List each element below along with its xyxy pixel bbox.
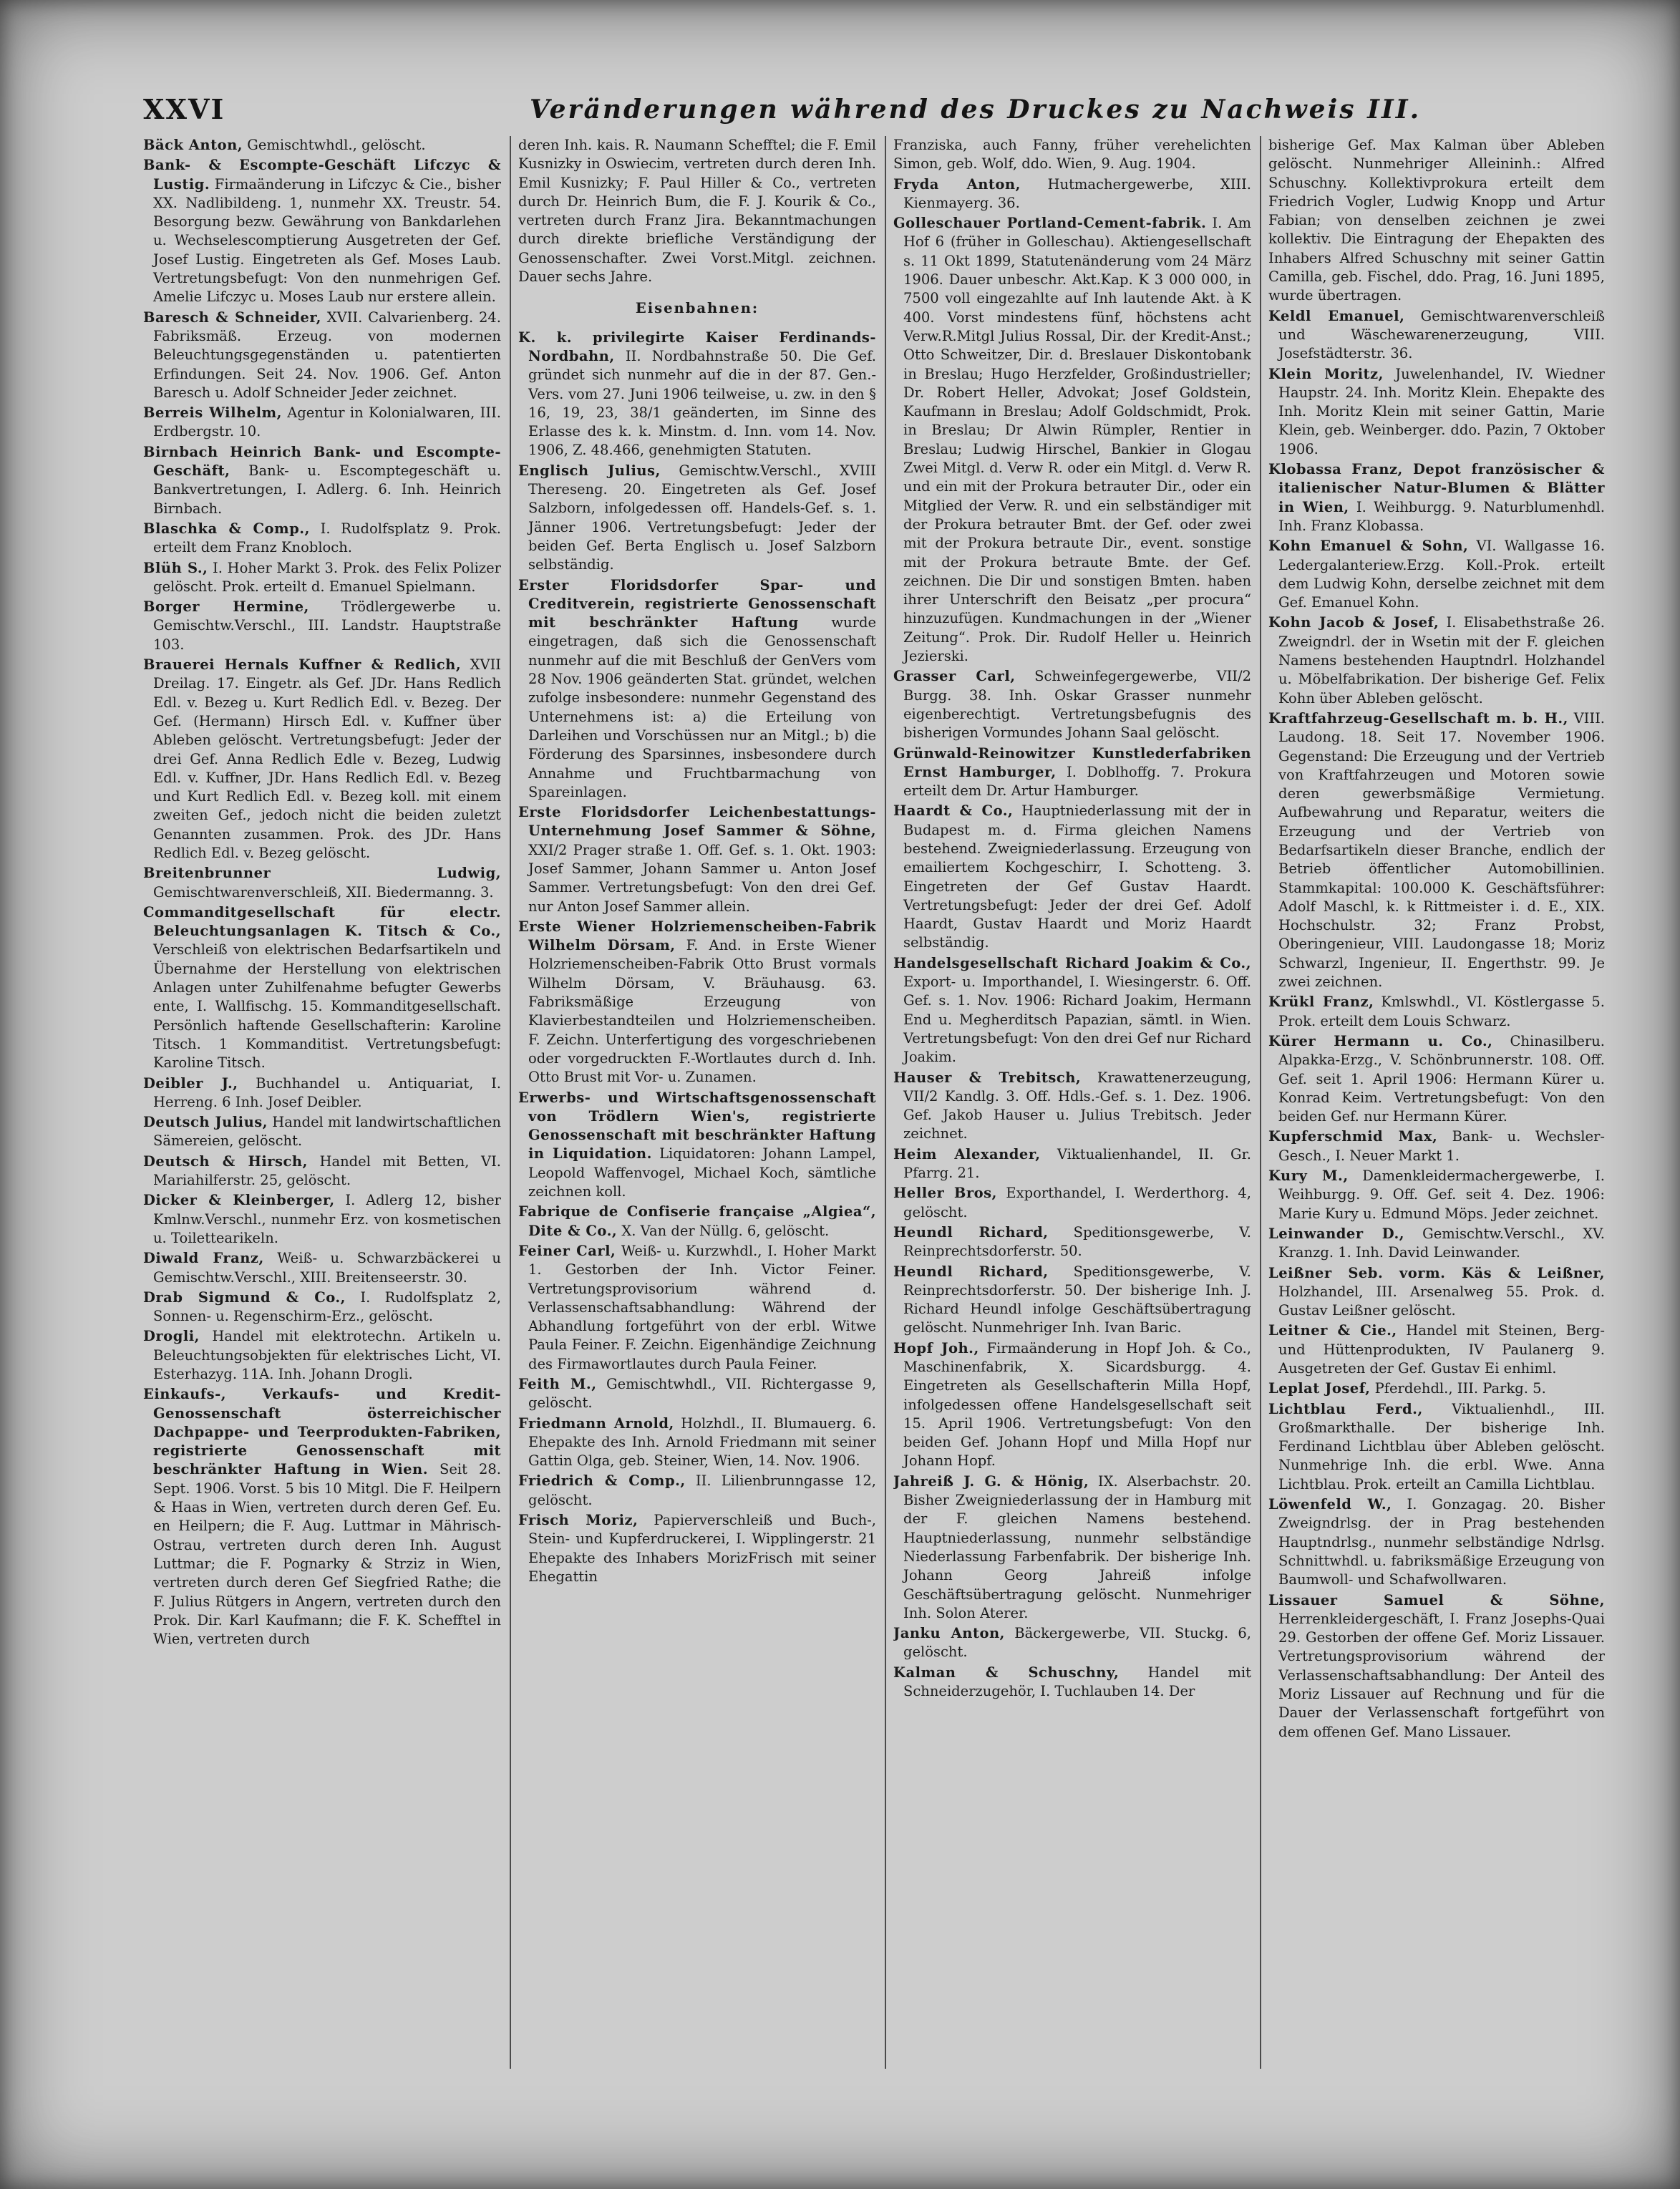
entry-text: Hutmachergewerbe, XIII. Kienmayerg. 36. [903, 175, 1251, 211]
directory-entry [143, 1074, 501, 1112]
entry-name: Kohn Emanuel & Sohn, [1268, 538, 1469, 555]
entry-text: Bank- u. Wechsler-Gesch., I. Neuer Markt 1. [1278, 1128, 1605, 1164]
directory-entry [893, 1339, 1251, 1471]
entry-text: I. Rudolfsplatz 2, Sonnen- u. Regenschirm-Erz., gelöscht. [153, 1288, 501, 1325]
entry-name: Drab Sigmund & Co., [143, 1288, 346, 1306]
entry-name: Erste Floridsdorfer Leichenbestattungs-Unternehmung Josef Sammer & Söhne, [518, 804, 876, 840]
entry-name: Birnbach Heinrich Bank- und Escompte-Geschäft, [143, 443, 501, 480]
entry-name: Hauser & Trebitsch, [893, 1069, 1082, 1086]
directory-entry [518, 803, 876, 916]
entry-name: K. k. privilegirte Kaiser Ferdinands-Nordbahn, [518, 329, 876, 364]
entry-name: Grünwald-Reinowitzer Kunstlederfabriken Ernst Hamburger, [893, 744, 1251, 780]
entry-text: Chinasilberu. Alpakka-Erzg., V. Schönbrunnerstr. 108. Off. Gef. seit 1. April 1906: Hermann Kürer u. Konrad Keim. Vertretungsbefugt: Von den beiden Gef. nur Hermann Kürer. [1278, 1032, 1605, 1125]
directory-entry [518, 1203, 876, 1241]
entry-name: Erste Wiener Holzriemenscheiben-Fabrik Wilhelm Dörsam, [518, 918, 876, 954]
entry-name: Drogli, [143, 1328, 200, 1345]
entry-name: Deutsch & Hirsch, [143, 1152, 308, 1170]
entry-name: Brauerei Hernals Kuffner & Redlich, [143, 656, 462, 674]
directory-entry [1268, 1379, 1605, 1398]
entry-name: Friedmann Arnold, [518, 1414, 674, 1432]
entry-text: I. Hoher Markt 3. Prok. des Felix Polizer gelöscht. Prok. erteilt d. Emanuel Spielmann. [153, 559, 501, 595]
entry-text: II. Lilienbrunngasse 12, gelöscht. [528, 1472, 876, 1508]
entry-text: Bäckergewerbe, VII. Stuckg. 6, gelöscht. [903, 1625, 1251, 1661]
entry-name: Kürer Hermann u. Co., [1268, 1032, 1493, 1049]
directory-entry [1268, 460, 1605, 535]
directory-entry [1268, 1400, 1605, 1494]
entry-text: II. Nordbahnstraße 50. Die Gef. gründet sich nunmehr auf die in der 87. Gen.-Vers. vom 27. Juni 1906 teilweise, u. zw. in den § 16, 19, 23, 38/1 geänderten, im Sinne des Erlasse des k. k. Minstm. d. Inn. vom 14. Nov. 1906, Z. 48.466, genehmigten Statuten. [528, 347, 876, 459]
entry-text: Gemischtw.Verschl., XV. Kranzg. 1. Inh. David Leinwander. [1278, 1225, 1605, 1261]
entry-text: Holzhandel, III. Arsenalweg 55. Prok. d. Gustav Leißner gelöscht. [1278, 1283, 1605, 1319]
directory-entry [1268, 1264, 1605, 1321]
entry-name: Feiner Carl, [518, 1242, 616, 1259]
directory-entry [143, 1288, 501, 1326]
directory-entry [893, 667, 1251, 742]
directory-entry [518, 136, 876, 286]
directory-entry [518, 1511, 876, 1586]
directory-entry [518, 1414, 876, 1471]
entry-name: Kalman & Schuschny, [893, 1664, 1120, 1681]
entry-name: Commanditgesellschaft für electr. Beleuchtungsanlagen K. Titsch & Co., [143, 903, 501, 940]
entry-name: Löwenfeld W., [1268, 1496, 1392, 1513]
entry-name: Krükl Franz, [1268, 994, 1374, 1011]
entry-text: Gemischtwhdl., gelöscht. [243, 137, 426, 153]
directory-entry [893, 802, 1251, 952]
entry-text: Krawattenerzeugung, VII/2 Kandlg. 3. Off. Hdls.-Gef. s. 1. Dez. 1906. Gef. Jakob Hauser u. Julius Trebitsch. Jeder zeichnet. [903, 1069, 1251, 1142]
column-2 [518, 136, 876, 2083]
entry-name: Blüh S., [143, 559, 208, 576]
directory-entry [893, 1069, 1251, 1144]
page-title: Veränderungen während des Druckes zu Nachweis III. [530, 94, 1422, 125]
entry-name: Haardt & Co., [893, 802, 1014, 820]
entry-name: Heundl Richard, [893, 1263, 1049, 1280]
entry-name: Golleschauer Portland-Cement-fabrik. [893, 215, 1207, 232]
entry-name: Borger Hermine, [143, 598, 309, 616]
entry-name: Diwald Franz, [143, 1250, 264, 1267]
entry-text: Gemischtw.Verschl., XVIII Thereseng. 20. Eingetreten als Gef. Josef Salzborn, infolgedessen off. Handels-Gef. s. 1. Jänner 1906. Vertretungsbefugt: Jeder der beiden Gef. Berta Englisch u. Josef Salzborn selbständig. [528, 462, 876, 573]
directory-entry [518, 329, 876, 460]
entry-text: Schweinfegergewerbe, VII/2 Burgg. 38. Inh. Oskar Grasser nunmehr eigenberechtigt. Vertretungsbefugnis des bisherigen Vormundes Johann Saal gelöscht. [903, 668, 1251, 742]
entry-text: XXI/2 Prager straße 1. Off. Gef. s. 1. Okt. 1903: Josef Sammer, Johann Sammer u. Anton Josef Sammer. Vertretungsbefugt: Von den drei Gef. nur Anton Josef Sammer allein. [528, 841, 876, 915]
entry-name: Erwerbs- und Wirtschaftsgenossenschaft von Trödlern Wien's, registrierte Genossenschaft mit beschränkter Haftung in Liquidation. [518, 1089, 876, 1163]
directory-entry [143, 156, 501, 306]
entry-name: Feith M., [518, 1376, 597, 1392]
entry-text: Franziska, auch Fanny, früher verehelichten Simon, geb. Wolf, ddo. Wien, 9. Aug. 1904. [893, 137, 1251, 173]
entry-text: Gemischtwarenverschleiß und Wäschewarenerzeugung, VIII. Josefstädterstr. 36. [1278, 307, 1605, 362]
entry-text: Damenkleidermachergewerbe, I. Weihburgg. 9. Off. Gef. seit 4. Dez. 1906: Marie Kury u. Edmund Möps. Jeder zeichnet. [1278, 1168, 1605, 1222]
directory-entry [893, 1472, 1251, 1623]
entry-name: Kohn Jacob & Josef, [1268, 614, 1439, 631]
entry-name: Lichtblau Ferd., [1268, 1400, 1423, 1417]
directory-entry [518, 462, 876, 575]
entry-text: Handel mit Betten, VI. Mariahilferstr. 25, gelöscht. [153, 1152, 501, 1189]
entry-name: Einkaufs-, Verkaufs- und Kredit-Genossenschaft österreichischer Dachpappe- und Teerprodukten-Fabriken, registrierte Genossenschaft mit beschränkter Haftung in Wien. [143, 1386, 501, 1478]
directory-entry [893, 1223, 1251, 1261]
directory-entry [143, 903, 501, 1073]
directory-entry [1268, 1225, 1605, 1263]
entry-text: Juwelenhandel, IV. Wiedner Haupstr. 24. Inh. Moritz Klein. Ehepakte des Inh. Moritz Klein mit seiner Gattin, Marie Klein, geb. Weinberger. ddo. Pazin, 7 Oktober 1906. [1278, 365, 1605, 457]
directory-entry [1268, 613, 1605, 707]
entry-text: Bank- u. Escomptegeschäft u. Bankvertretungen, I. Adlerg. 6. Inh. Heinrich Birnbach. [153, 462, 501, 517]
entry-text: wurde eingetragen, daß sich die Genossenschaft nunmehr auf die mit Beschluß der GenVers vom 28 Nov. 1906 geänderten Stat. gründet, welchen zufolge insbesondere: nunmehr Gegenstand des Unternehmens ist: a) die Erteilung von Darleihen und Vorschüssen nur an Mitgl.; b) die Förderung des Sparsinnes, insbesondere durch Annahme und Fruchtbarmachung von Spareinlagen. [528, 614, 876, 800]
entry-text: deren Inh. kais. R. Naumann Schefftel; die F. Emil Kusnizky in Oswiecim, vertreten durch deren Inh. Emil Kusnizky; F. Paul Hiller & Co., vertreten durch Dr. Heinrich Bum, die F. J. Kourik & Co., vertreten durch Franz Jira. Bekanntmachungen durch direkte briefliche Verständigung der Genossenschafter. Zwei Vorst.Mitgl. zeichnen. Dauer sechs Jahre. [518, 137, 876, 286]
entry-name: Frisch Moriz, [518, 1512, 639, 1529]
entry-text: Gemischtwarenverschleiß, XII. Biedermanng. 3. [153, 883, 494, 901]
column-divider-2 [885, 136, 886, 2069]
page-number: XXVI [143, 93, 225, 125]
entry-text: X. Van der Nüllg. 6, gelöscht. [617, 1222, 830, 1239]
directory-entry [143, 559, 501, 597]
entry-text: bisherige Gef. Max Kalman über Ableben gelöscht. Nunmehriger Alleininh.: Alfred Schuschny. Kollektivprokura erteilt dem Friedrich Vogler, Ludwig Knopp und Artur Fabian; von denselben zeichnen je zwei kollektiv. Die Eintragung der Ehepakten des Inhabers Alfred Schuschny mit seiner Gattin Camilla, geb. Fischel, ddo. Prag, 16. Juni 1895, wurde übertragen. [1268, 137, 1605, 304]
directory-entry [518, 1375, 876, 1413]
directory-entry [893, 175, 1251, 213]
directory-entry [1268, 365, 1605, 459]
column-divider-3 [1260, 136, 1261, 2069]
directory-entry [143, 1191, 501, 1248]
directory-entry [143, 864, 501, 902]
entry-name: Leißner Seb. vorm. Käs & Leißner, [1268, 1264, 1605, 1281]
entry-name: Klobassa Franz, Depot französischer & italienischer Natur-Blumen & Blätter in Wien, [1268, 461, 1605, 515]
entry-text: Handel mit Steinen, Berg- und Hüttenprodukten, IV Paulanerg 9. Ausgetreten der Gef. Gustav Ei enhiml. [1278, 1322, 1605, 1377]
directory-entry [1268, 1591, 1605, 1742]
entry-text: XVII. Calvarienberg. 24. Fabriksmäß. Erzeug. von modernen Beleuchtungsgegenständen u. patentierten Erfindungen. Seit 24. Nov. 1906. Gef. Anton Baresch u. Adolf Schneider Jeder zeichnet. [153, 309, 501, 401]
entry-text: VI. Wallgasse 16. Ledergalanteriew.Erzg. Koll.-Prok. erteilt dem Ludwig Kohn, derselbe zeichnet mit dem Gef. Emanuel Kohn. [1278, 538, 1605, 611]
entry-text: Holzhdl., II. Blumauerg. 6. Ehepakte des Inh. Arnold Friedmann mit seiner Gattin Olga, geb. Steiner, Wien, 14. Nov. 1906. [528, 1414, 876, 1470]
entry-text: Herrenkleidergeschäft, I. Franz Josephs-Quai 29. Gestorben der offene Gef. Moriz Lissauer. Vertretungsprovisorium während der Verlassenschaftsabhandlung: Der Anteil des Moriz Lissauer auf Rechnung und für die Dauer der Verlassenschaft fortgeführt von dem offenen Gef. Mano Lissauer. [1278, 1610, 1605, 1740]
entry-text: Pferdehdl., III. Parkg. 5. [1370, 1380, 1546, 1397]
directory-entry [518, 576, 876, 802]
entry-text: I. Elisabethstraße 26. Zweigndrl. der in Wsetin mit der F. gleichen Namens bestehenden Hauptndrl. Holzhandel u. Möbelfabrikation. Der bisherige Gef. Felix Kohn über Ableben gelöscht. [1278, 614, 1605, 707]
entry-name: Fryda Anton, [893, 175, 1021, 193]
directory-entry [893, 1664, 1251, 1702]
entry-name: Heller Bros, [893, 1185, 997, 1202]
entry-name: Heim Alexander, [893, 1145, 1041, 1163]
directory-entry [518, 1472, 876, 1510]
entry-name: Erster Floridsdorfer Spar- und Creditverein, registrierte Genossenschaft mit beschränkter Haftung [518, 576, 876, 631]
entry-name: Englisch Julius, [518, 462, 661, 479]
entry-name: Heundl Richard, [893, 1223, 1049, 1241]
directory-entry [518, 918, 876, 1087]
entry-name: Friedrich & Comp., [518, 1472, 686, 1490]
directory-entry [143, 520, 501, 558]
entry-text: Handel mit landwirtschaftlichen Sämereien, gelöscht. [153, 1114, 501, 1150]
entry-name: Grasser Carl, [893, 668, 1016, 685]
directory-entry [893, 954, 1251, 1067]
entry-name: Kraftfahrzeug-Gesellschaft m. b. H., [1268, 709, 1568, 727]
directory-entry [143, 598, 501, 654]
directory-entry [143, 1385, 501, 1649]
entry-text: XVII Dreilag. 17. Eingetr. als Gef. JDr. Hans Redlich Edl. v. Bezeg u. Kurt Redlich Edl. v. Bezeg. Der Gef. (Hermann) Hirsch Edl. v. Kuffner über Ableben gelöscht. Vertretungsbefugt: Jeder der drei Gef. Anna Redlich Edle v. Bezeg, Ludwig Edl. v. Kuffner, JDr. Hans Redlich Edl. v. Bezeg und Kurt Redlich Edl. v. Bezeg koll. mit einem zweiten Gef., jedoch nicht die beiden zuletzt Genannten zusammen. Prok. des JDr. Hans Redlich Edl. v. Bezeg gelöscht. [153, 656, 501, 861]
entry-text: Buchhandel u. Antiquariat, I. Herreng. 6 Inh. Josef Deibler. [153, 1074, 501, 1110]
entry-text: Viktualienhdl., III. Großmarkthalle. Der bisherige Inh. Ferdinand Lichtblau über Ableben gelöscht. Nunmehrige Inh. die erbl. Wwe. Anna Lichtblau. Prok. erteilt an Camilla Lichtblau. [1278, 1400, 1605, 1492]
entry-text: Handel mit Schneiderzugehör, I. Tuchlauben 14. Der [903, 1664, 1251, 1700]
entry-name: Kury M., [1268, 1168, 1349, 1185]
entry-name: Dicker & Kleinberger, [143, 1192, 335, 1209]
entry-text: Weiß- u. Kurzwhdl., I. Hoher Markt 1. Gestorben der Inh. Victor Feiner. Vertretungsprovisorium während d. Verlassenschaftsabhandlung: Während der Abhandlung fortgeführt von der erbl. Witwe Paula Feiner. F. Zeichn. Eigenhändige Zeichnung des Firmawortlautes durch Paula Feiner. [528, 1242, 876, 1372]
directory-entry [893, 214, 1251, 666]
entry-text: Papierverschleiß und Buch-, Stein- und Kupferdruckerei, I. Wipplingerstr. 21 Ehepakte des Inhabers MorizFrisch mit seiner Ehegattin [528, 1512, 876, 1585]
directory-entry [893, 744, 1251, 801]
directory-entry [1268, 1032, 1605, 1126]
column-4 [1268, 136, 1605, 2083]
directory-entry [143, 1113, 501, 1151]
directory-entry [1268, 1495, 1605, 1589]
directory-entry [143, 1249, 501, 1287]
directory-entry [143, 404, 501, 442]
entry-name: Lissauer Samuel & Söhne, [1268, 1591, 1605, 1608]
directory-entry [893, 136, 1251, 174]
section-heading: Eisenbahnen: [635, 300, 759, 317]
entry-text: Hauptniederlassung mit der in Budapest m. d. Firma gleichen Namens bestehend. Zweigniederlassung. Erzeugung von emailiertem Kochgeschirr, I. Schotteng. 3. Eingetreten der Gef Gustav Haardt. Vertretungsbefugt: Jeder der drei Gef. Adolf Haardt, Gustav Haardt und Moriz Haardt selbständig. [903, 802, 1251, 951]
entry-text: Viktualienhandel, II. Gr. Pfarrg. 21. [903, 1145, 1251, 1182]
entry-name: Handelsgesellschaft Richard Joakim & Co., [893, 954, 1251, 971]
entry-name: Bäck Anton, [143, 137, 243, 153]
directory-entry [143, 656, 501, 863]
directory-entry [143, 309, 501, 402]
directory-entry [1268, 1167, 1605, 1223]
directory-entry [1268, 993, 1605, 1031]
entry-name: Janku Anton, [893, 1625, 1005, 1642]
entry-name: Klein Moritz, [1268, 365, 1384, 382]
entry-text: I. Adlerg 12, bisher Kmlnw.Verschl., nunmehr Erz. von kosmetischen u. Toilettearikeln. [153, 1192, 501, 1246]
entry-name: Breitenbrunner Ludwig, [143, 865, 501, 882]
entry-text: Exporthandel, I. Werderthorg. 4, gelöscht. [903, 1185, 1251, 1220]
entry-text: VIII. Laudong. 18. Seit 17. November 1906. Gegenstand: Die Erzeugung und der Vertrieb von Kraftfahrzeugen und Motoren sowie deren gewerbsmäßige Vermietung. Aufbewahrung und Reparatur, weiters die Erzeugung und der Vertrieb von Bedarfsartikeln dieser Branche, endlich der Betrieb öffentlicher Automobillinien. Stammkapital: 100.000 K. Geschäftsführer: Adolf Maschl, k. k Rittmeister i. d. E., XIX. Hochschulstr. 32; Franz Probst, Oberingenieur, VIII. Laudongasse 18; Moriz Schwarzl, Ingenieur, II. Engerthstr. 99. Je zwei zeichnen. [1278, 709, 1605, 991]
directory-entry [1268, 307, 1605, 364]
directory-entry [1268, 537, 1605, 612]
column-divider-1 [510, 136, 511, 2069]
entry-name: Keldl Emanuel, [1268, 307, 1405, 324]
entry-text: Firmaänderung in Lifczyc & Cie., bisher XX. Nadlibildeng. 1, nunmehr XX. Treustr. 54. Besorgung bezw. Gewährung von Bankdarlehen u. Wechselescomptierung Ausgetreten der Gef. Josef Lustig. Eingetreten als Gef. Moses Laub. Vertretungsbefugt: Von den nunmehrigen Gef. Amelie Lifczyc u. Moses Laub nur erstere allein. [153, 175, 501, 306]
directory-entry [143, 443, 501, 518]
directory-entry [1268, 709, 1605, 991]
entry-text: Weiß- u. Schwarzbäckerei u Gemischtw.Verschl., XIII. Breitenseerstr. 30. [153, 1250, 501, 1286]
entry-text: I. Weihburgg. 9. Naturblumenhdl. Inh. Franz Klobassa. [1278, 498, 1605, 534]
directory-entry [143, 1327, 501, 1384]
entry-name: Deibler J., [143, 1074, 238, 1092]
entry-text: I. Rudolfsplatz 9. Prok. erteilt dem Franz Knobloch. [153, 520, 501, 556]
column-1 [143, 136, 501, 2083]
entry-name: Deutsch Julius, [143, 1114, 268, 1131]
entry-text: IX. Alserbachstr. 20. Bisher Zweigniederlassung der in Hamburg mit der F. gleichen Namens bestehend. Hauptniederlassung, nunmehr selbständige Niederlassung Farbenfabrik. Der bisherige Inh. Johann Georg Jahreiß infolge Geschäftsübertragung gelöscht. Nunmehriger Inh. Solon Aterer. [903, 1472, 1251, 1621]
entry-text: Trödlergewerbe u. Gemischtw.Verschl., III. Landstr. Hauptstraße 103. [153, 598, 501, 653]
directory-entry [1268, 1127, 1605, 1165]
page-header [143, 93, 1546, 136]
entry-text: Speditionsgewerbe, V. Reinprechtsdorferstr. 50. [903, 1223, 1251, 1260]
entry-name: Hopf Joh., [893, 1339, 979, 1356]
entry-name: Baresch & Schneider, [143, 309, 321, 326]
entry-text: Liquidatoren: Johann Lampel, Leopold Waffenvogel, Michael Koch, sämtliche zeichnen koll. [528, 1145, 876, 1200]
entry-text: Speditionsgewerbe, V. Reinprechtsdorferstr. 50. Der bisherige Inh. J. Richard Heundl infolge Geschäftsübertragung gelöscht. Nunmehriger Inh. Ivan Baric. [903, 1263, 1251, 1336]
entry-name: Fabrique de Confiserie française „Algiea“, Dite & Co., [518, 1203, 876, 1239]
entry-text: I. Doblhoffg. 7. Prokura erteilt dem Dr. Artur Hamburger. [903, 763, 1251, 800]
directory-entry [1268, 1321, 1605, 1378]
entry-name: Kupferschmid Max, [1268, 1128, 1438, 1145]
directory-entry [893, 1145, 1251, 1183]
column-3 [893, 136, 1251, 2083]
directory-entry [893, 1624, 1251, 1662]
entry-name: Bank- & Escompte-Geschäft Lifczyc & Lustig. [143, 157, 501, 193]
directory-entry [518, 1242, 876, 1374]
directory-entry [143, 1152, 501, 1190]
entry-text: Firmaänderung in Hopf Joh. & Co., Maschinenfabrik, X. Sicardsburgg. 4. Eingetreten als Gesellschafterin Milla Hopf, infolgedessen offene Handelsgesellschaft seit 15. April 1906. Vertretungsbefugt: Von den beiden Gef. Johann Hopf und Milla Hopf nur Johann Hopf. [903, 1339, 1251, 1470]
entry-text: Agentur in Kolonialwaren, III. Erdbergstr. 10. [153, 404, 501, 440]
entry-name: Jahreiß J. G. & Hönig, [893, 1472, 1089, 1490]
entry-text: I. Am Hof 6 (früher in Golleschau). Aktiengesellschaft s. 11 Okt 1899, Statutenänderung vom 24 März 1906. Dauer unbeschr. Akt.Kap. K 3 000 000, in 7500 voll eingezahlte auf Inh lautende Akt. à K 400. Vorst mindestens fünf, höchstens acht Verw.R.Mitgl Julius Rossal, Dir. der Kredit-Anst.; Otto Schweitzer, Dir. d. Breslauer Diskontobank in Breslau; Hugo Herzfelder, Großindustrieller; Dr. Robert Heller, Advokat; Josef Goldstein, Kaufmann in Breslau; Adolf Goldschmidt, Prok. in Breslau; Dr Alwin Rümpler, Rentier in Breslau; Ludwig Hirschel, Bankier in Glogau Zwei Mitgl. d. Verw R. oder ein Mitgl. d. Verw R. und ein mit der Prokura betrauter Dir., oder ein Mitglied der Verw. R. und ein selbständiger mit der Prokura betrauter Bmt. der Gef. oder zwei mit der Prokura betraute Dir., event. sonstige mit der Prokura betraute Bmte. der Gef. zeichnen. Die Dir und sonstigen Bmten. haben ihrer Unterschrift den Beisatz „per procura“ hinzuzufügen. Kundmachungen in der „Wiener Zeitung“. Prok. Dir. Rudolf Heller u. Heinrich Jezierski. [903, 215, 1251, 665]
directory-entry [518, 1089, 876, 1202]
directory-entry [893, 1184, 1251, 1222]
entry-text: Seit 28. Sept. 1906. Vorst. 5 bis 10 Mitgl. Die F. Heilpern & Haas in Wien, vertreten durch deren Gef. Eu. en Heilpern; die F. Aug. Luttmar in Mährisch-Ostrau, vertreten durch deren Inh. August Luttmar; die F. Pognarky & Strziz in Wien, vertreten durch deren Gef Siegfried Rathe; die F. Julius Rütgers in Angern, vertreten durch den Prok. Dir. Karl Kaufmann; die F. K. Schefftel in Wien, vertreten durch [153, 1461, 501, 1648]
directory-entry [143, 136, 501, 155]
entry-text: I. Gonzagag. 20. Bisher Zweigndrlsg. der in Prag bestehenden Hauptndrlsg., nunmehr selbständige Ndrlsg. Schnittwhdl. u. fabriksmäßige Erzeugung von Baumwoll- und Schafwollwaren. [1278, 1496, 1605, 1588]
directory-entry [1268, 136, 1605, 306]
entry-text: Verschleiß von elektrischen Bedarfsartikeln und Übernahme der Herstellung von elektrischen Anlagen unter Zuhilfenahme befugter Gewerbs ente, I. Wallfischg. 15. Kommanditgesellschaft. Persönlich haftende Gesellschafterin: Karoline Titsch. 1 Kommanditist. Vertretungsbefugt: Karoline Titsch. [153, 941, 501, 1072]
entry-name: Leitner & Cie., [1268, 1322, 1397, 1339]
entry-text: Gemischtwhdl., VII. Richtergasse 9, gelöscht. [528, 1376, 876, 1412]
entry-text: F. And. in Erste Wiener Holzriemenscheiben-Fabrik Otto Brust vormals Wilhelm Dörsam, V. Bräuhausg. 63. Fabriksmäßige Erzeugung von Klavierbestandteilen und Holzriemenscheiben. F. Zeichn. Unterfertigung des vorgeschriebenen oder vorgedruckten F.-Wortlautes durch d. Inh. Otto Brust mit Vor- u. Zunamen. [528, 937, 876, 1086]
entry-name: Berreis Wilhelm, [143, 404, 282, 422]
entry-name: Leplat Josef, [1268, 1380, 1371, 1397]
entry-text: Export- u. Importhandel, I. Wiesingerstr. 6. Off. Gef. s. 1. Nov. 1906: Richard Joakim, Hermann End u. Megherditsch Papazian, sämtl. in Wien. Vertretungsbefugt: Von den drei Gef nur Richard Joakim. [903, 974, 1251, 1066]
entry-name: Leinwander D., [1268, 1225, 1405, 1242]
entry-text: Kmlswhdl., VI. Köstlergasse 5. Prok. erteilt dem Louis Schwarz. [1278, 994, 1605, 1029]
entry-text: Handel mit elektrotechn. Artikeln u. Beleuchtungsobjekten für elektrisches Licht, VI. Esterhazyg. 11A. Inh. Johann Drogli. [153, 1328, 501, 1382]
directory-entry [893, 1263, 1251, 1338]
entry-name: Blaschka & Comp., [143, 520, 310, 537]
